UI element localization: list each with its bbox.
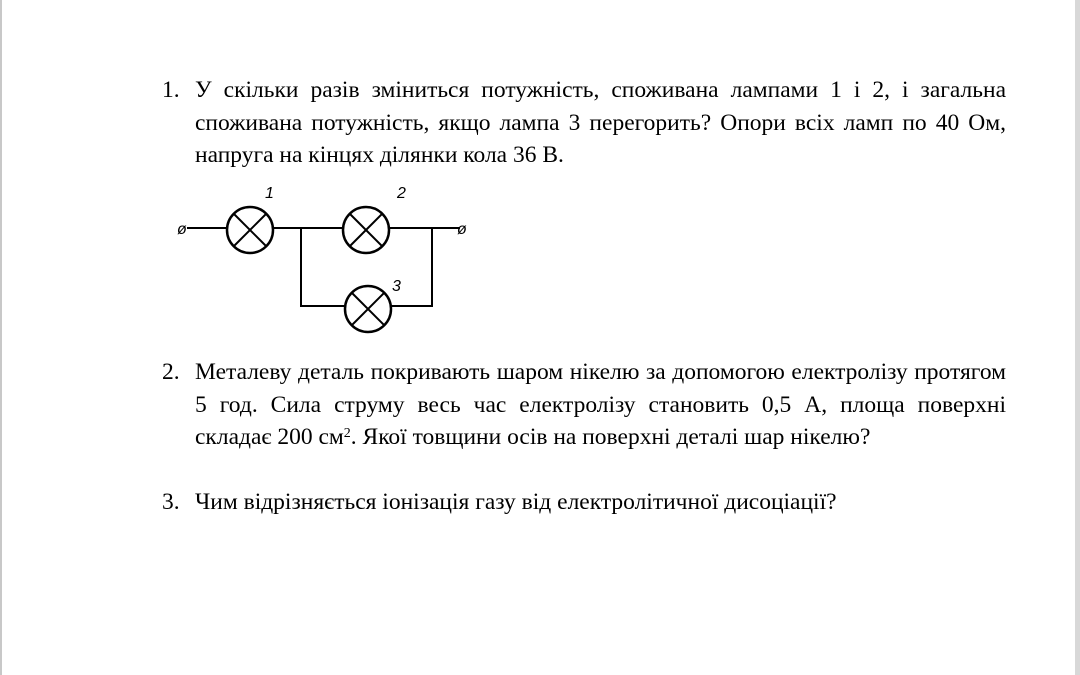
window-left-edge <box>0 0 2 675</box>
question-text-part: . Якої товщини осів на поверхні деталі шар нікелю? <box>350 424 871 450</box>
question-1 <box>162 74 1006 172</box>
lamp-2-icon <box>343 207 389 253</box>
circuit-diagram <box>170 178 490 343</box>
question-3 <box>162 486 1006 519</box>
question-2 <box>162 356 1006 454</box>
wire-branch-left <box>301 228 345 306</box>
question-text-part: Металеву деталь покривають шаром нікелю за допомогою електролізу протягом 5 год. Сила струму весь час електролізу становить 0,5 А, площа поверхні складає 200 см <box>195 359 1006 450</box>
lamp-3-icon <box>345 286 391 332</box>
lamp-1-label: 1 <box>265 185 274 202</box>
lamp-3-label: 3 <box>392 278 401 295</box>
lamp-2-label: 2 <box>397 185 406 202</box>
window-right-edge <box>1075 0 1080 675</box>
question-number: 2. <box>162 359 180 385</box>
question-text: У скільки разів зміниться потужність, споживана лампами 1 і 2, і загальна споживана потужність, якщо лампа 3 перегорить? Опори всіх ламп по 40 Ом, напруга на кінцях ділянки кола 36 В. <box>195 77 1006 168</box>
question-text <box>195 356 1006 454</box>
question-text: Чим відрізняється іонізація газу від електролітичної дисоціації? <box>195 489 837 515</box>
lamp-1-icon <box>227 207 273 253</box>
question-number: 1. <box>162 77 180 103</box>
question-number: 3. <box>162 489 180 515</box>
terminal-left-icon: ø <box>177 221 187 238</box>
superscript: 2 <box>343 426 351 441</box>
terminal-right-icon: ø <box>457 221 467 238</box>
